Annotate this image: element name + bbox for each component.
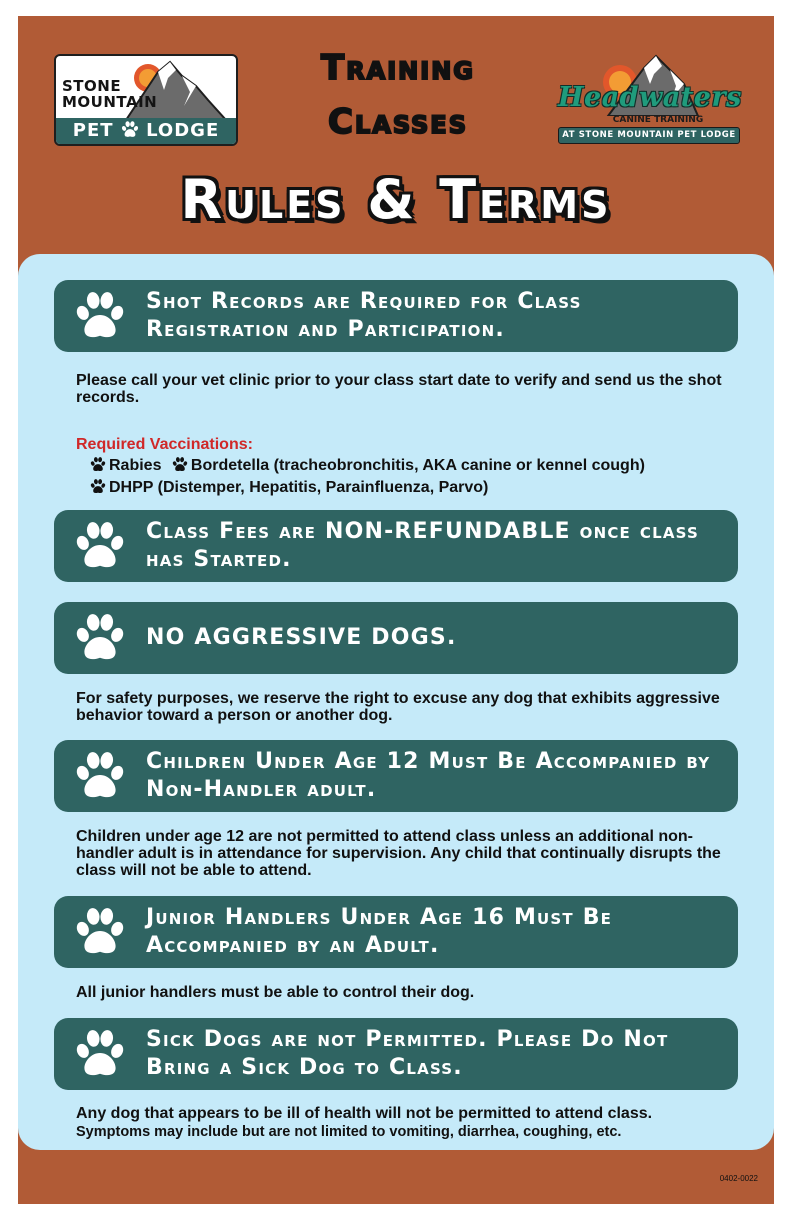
rule-description: Children under age 12 are not permitted to attend class unless an additional non-handler adult is in attendance for supervision. Any child that continually disrupts the class will not be able to attend. <box>76 828 721 879</box>
page-title: Rules & Terms <box>180 168 612 231</box>
vaccination-list-line <box>90 478 488 498</box>
headline-line-1: Training <box>321 48 475 88</box>
logo-subtitle: CANINE TRAINING <box>612 115 704 125</box>
rule-banner-junior-handlers <box>54 896 738 968</box>
rule-description: Any dog that appears to be ill of health will not be permitted to attend class. <box>76 1105 653 1122</box>
logo-tagline: AT STONE MOUNTAIN PET LODGE <box>558 127 740 144</box>
vaccination-item: Rabies <box>109 457 162 474</box>
headwaters-canine-training-logo <box>558 54 742 144</box>
headline-line-2: Classes <box>328 102 468 142</box>
rule-banner-aggressive-dogs <box>54 602 738 674</box>
rule-banner-class-fees <box>54 510 738 582</box>
rule-title: Children Under Age 12 Must Be Accompanied by Non-Handler adult. <box>146 749 711 802</box>
logo-wordmark: Headwaters <box>558 82 742 113</box>
paw-print-icon <box>74 752 126 800</box>
paw-print-icon <box>74 614 126 662</box>
paw-print-icon <box>90 479 106 494</box>
vaccination-item: Bordetella (tracheobronchitis, AKA canine or kennel cough) <box>190 457 645 474</box>
vaccination-list-line <box>90 456 645 476</box>
paw-print-icon <box>121 121 139 138</box>
vaccination-item: DHPP (Distemper, Hepatitis, Parainfluenza, Parvo) <box>109 479 489 496</box>
paw-print-icon <box>74 908 126 956</box>
paw-print-icon <box>74 522 126 570</box>
rule-banner-shot-records <box>54 280 738 352</box>
rule-description: All junior handlers must be able to control their dog. <box>76 984 475 1001</box>
vaccinations-label: Required Vaccinations: <box>76 436 253 453</box>
logo-brand-subtitle: PET LODGE <box>56 118 236 144</box>
document-code: 0402-0022 <box>719 1174 758 1183</box>
poster-background <box>18 16 774 1204</box>
paw-print-icon <box>172 457 188 472</box>
rule-title: NO AGGRESSIVE DOGS. <box>146 625 457 650</box>
rule-banner-children <box>54 740 738 812</box>
paw-print-icon <box>74 1030 126 1078</box>
rule-description: Please call your vet clinic prior to your class start date to verify and send us the shot records. <box>76 372 722 406</box>
paw-print-icon <box>90 457 106 472</box>
rule-description-secondary: Symptoms may include but are not limited to vomiting, diarrhea, coughing, etc. <box>76 1124 622 1140</box>
rule-description: For safety purposes, we reserve the right to excuse any dog that exhibits aggressive behavior toward a person or another dog. <box>76 690 720 724</box>
rule-title: Class Fees are NON-REFUNDABLE once class has Started. <box>146 519 699 572</box>
rule-title: Junior Handlers Under Age 16 Must Be Accompanied by an Adult. <box>146 905 613 958</box>
rule-title: Shot Records are Required for Class Registration and Participation. <box>146 289 582 342</box>
logo-brand-name: STONE MOUNTAIN <box>62 77 158 111</box>
paw-print-icon <box>74 292 126 340</box>
stone-mountain-pet-lodge-logo <box>54 54 238 146</box>
rule-title: Sick Dogs are not Permitted. Please Do Not Bring a Sick Dog to Class. <box>146 1027 669 1080</box>
rule-banner-sick-dogs <box>54 1018 738 1090</box>
